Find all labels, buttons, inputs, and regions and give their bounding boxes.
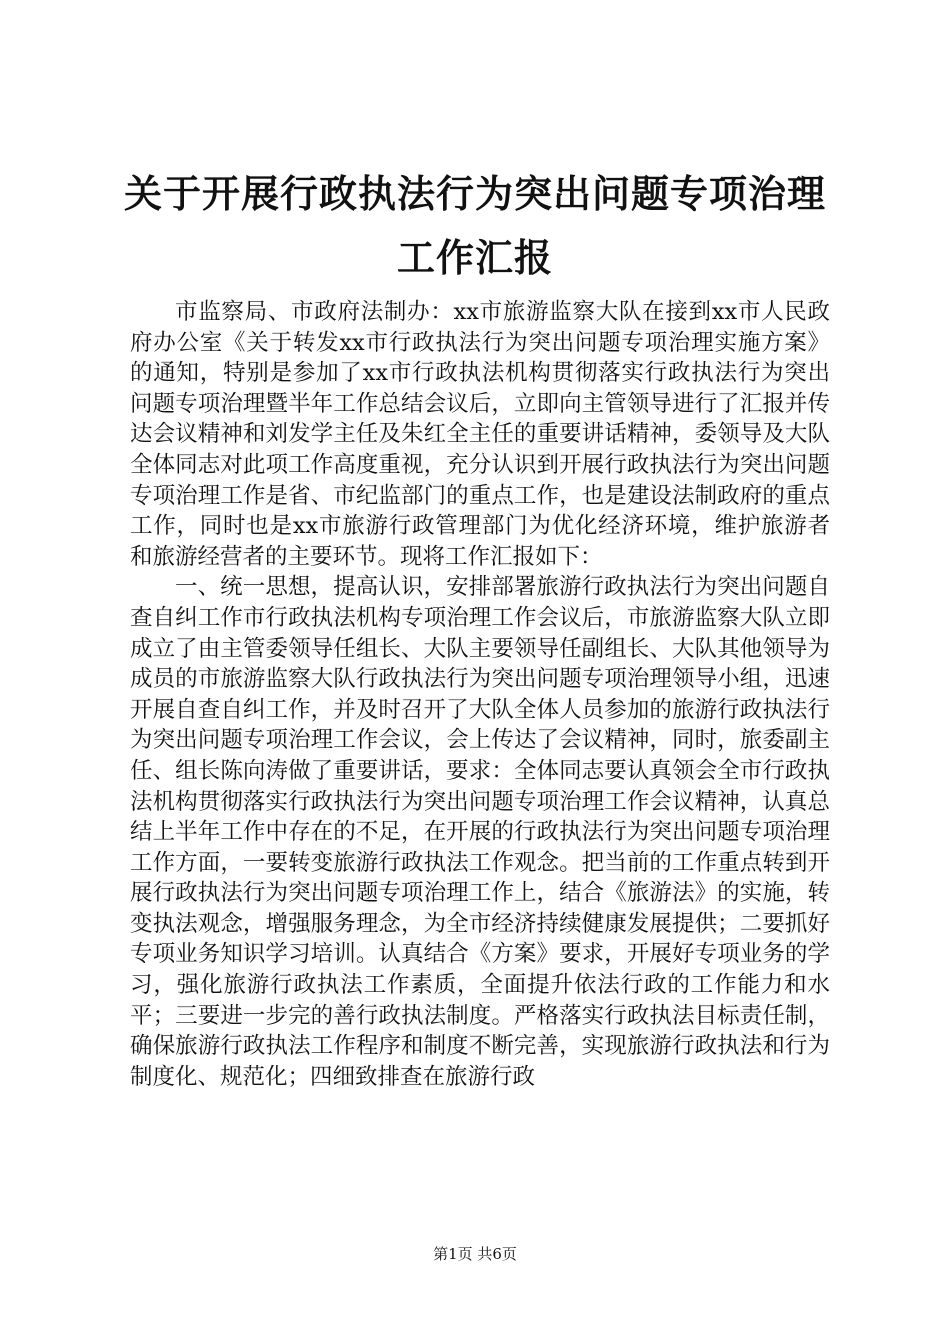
document-body xyxy=(130,297,830,1092)
page-number-footer: 第1页 共6页 xyxy=(433,1245,517,1263)
document-title: 关于开展行政执法行为突出问题专项治理工作汇报 xyxy=(123,172,826,280)
paragraph-intro: 市监察局、市政府法制办：xx市旅游监察大队在接到xx市人民政府办公室《关于转发xx市行政执法行为突出问题专项治理实施方案》的通知，特别是参加了xx市行政执法机构贯彻落实行政执法行为突出问题专项治理暨半年工作总结会议后，立即向主管领导进行了汇报并传达会议精神和刘发学主任及朱红全主任的重要讲话精神，委领导及大队全体同志对此项工作高度重视，充分认识到开展行政执法行为突出问题专项治理工作是省、市纪监部门的重点工作，也是建设法制政府的重点工作，同时也是xx市旅游行政管理部门为优化经济环境，维护旅游者和旅游经营者的主要环节。现将工作汇报如下： xyxy=(130,299,830,570)
paragraph-section-one: 一、统一思想，提高认识，安排部署旅游行政执法行为突出问题自查自纠工作市行政执法机构专项治理工作会议后，市旅游监察大队立即成立了由主管委领导任组长、大队主要领导任副组长、大队其他领导为成员的市旅游监察大队行政执法行为突出问题专项治理领导小组，迅速开展自查自纠工作，并及时召开了大队全体人员参加的旅游行政执法行为突出问题专项治理工作会议，会上传达了会议精神，同时，旅委副主任、组长陈向涛做了重要讲话，要求：全体同志要认真领会全市行政执法机构贯彻落实行政执法行为突出问题专项治理工作会议精神，认真总结上半年工作中存在的不足，在开展的行政执法行为突出问题专项治理工作方面，一要转变旅游行政执法工作观念。把当前的工作重点转到开展行政执法行为突出问题专项治理工作上，结合《旅游法》的实施，转变执法观念，增强服务理念，为全市经济持续健康发展提供；二要抓好专项业务知识学习培训。认真结合《方案》要求，开展好专项业务的学习，强化旅游行政执法工作素质，全面提升依法行政的工作能力和水平；三要进一步完的善行政执法制度。严格落实行政执法目标责任制，确保旅游行政执法工作程序和制度不断完善，实现旅游行政执法和行为制度化、规范化；四细致排查在旅游行政 xyxy=(130,574,830,1090)
